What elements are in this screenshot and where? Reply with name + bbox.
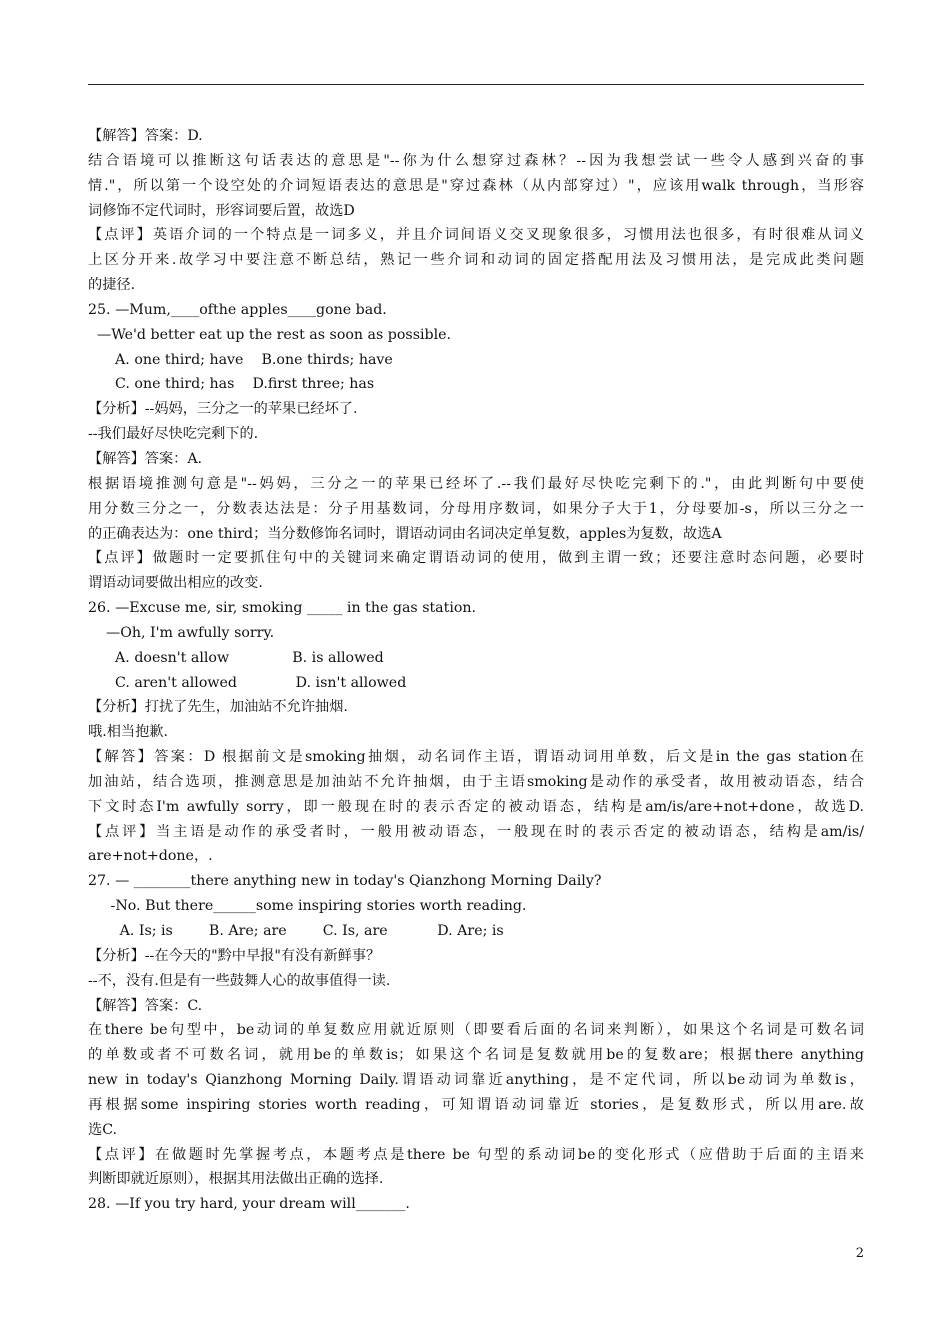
question-27: 27. — ________there anything new in today's Qianzhong Morning Daily? [88,873,602,890]
text-line: 【点评】做题时一定要抓住句中的关键词来确定谓语动词的使用，做到主谓一致；还要注意时态问题，必要时 [88,550,864,567]
text-line: new in today's Qianzhong Morning Daily.谓语动词靠近anything，是不定代词，所以be动词为单数is， [88,1072,864,1089]
text-line: are+not+done，. [88,848,213,865]
option-line: A. one third; have B.one thirds; have [88,351,393,368]
text-line: —We'd better eat up the rest as soon as possible. [88,326,452,343]
question-28: 28. —If you try hard, your dream will_______. [88,1196,410,1213]
text-line: -No. But there______some inspiring stories worth reading. [88,898,527,915]
text-line: 【点评】英语介词的一个特点是一词多义，并且介词间语义交叉现象很多，习惯用法也很多，有时很难从词义 [88,227,864,244]
text-line: 用分数三分之一，分数表达法是：分子用基数词，分母用序数词，如果分子大于1，分母要加-s，所以三分之一 [88,500,864,517]
text-line: 【分析】打扰了先生，加油站不允许抽烟. [88,699,348,716]
text-line: 【点评】在做题时先掌握考点，本题考点是there be 句型的系动词be的变化形式（应借助于后面的主语来 [88,1146,864,1163]
text-line: 【解答】答案：D. [88,128,203,144]
option-line: C. one third; has D.first three; has [88,376,375,393]
text-line: 【解答】答案：D 根据前文是smoking抽烟，动名词作主语，谓语动词用单数，后文是in the gas station在 [88,749,864,766]
text-line: 加油站，结合选项，推测意思是加油站不允许抽烟，由于主语smoking是动作的承受者，故用被动语态，结合 [88,773,864,790]
text-line: 的捷径. [88,277,136,294]
text-line: —Oh, I'm awfully sorry. [88,624,275,641]
option-line: A. doesn't allow B. is allowed [88,649,384,666]
text-line: 【解答】答案：A. [88,450,203,467]
text-line: 在there be句型中，be动词的单复数应用就近原则（即要看后面的名词来判断），如果这个名词是可数名词 [88,1022,864,1039]
text-line: 上区分开来.故学习中要注意不断总结，熟记一些介词和动词的固定搭配用法及习惯用法，是完成此类问题 [88,252,864,269]
text-line: 谓语动词要做出相应的改变. [88,575,263,592]
text-line: 再根据some inspiring stories worth reading，可知谓语动词靠近 stories，是复数形式，所以用are.故 [88,1096,864,1113]
page-number: 2 [855,1246,864,1261]
text-line: 结合语境可以推断这句话表达的意思是"--你为什么想穿过森林？--因为我想尝试一些令人感到兴奋的事 [88,152,864,169]
text-line: --我们最好尽快吃完剩下的. [88,426,259,443]
text-line: 情."，所以第一个设空处的介词短语表达的意思是"穿过森林（从内部穿过）"，应该用walk through，当形容 [88,177,864,194]
header-rule [88,84,864,85]
text-line: 的正确表达为：one third；当分数修饰名词时，谓语动词由名词决定单复数，apples为复数，故选A [88,525,722,542]
text-line: 哦.相当抱歉. [88,724,168,741]
option-line: A. Is; is B. Are; are C. Is, are D. Are; is [88,923,504,939]
text-line: 词修饰不定代词时，形容词要后置，故选D [88,202,355,219]
text-line: 【分析】--妈妈，三分之一的苹果已经坏了. [88,401,358,418]
option-line: C. aren't allowed D. isn't allowed [88,674,407,691]
text-line: 根据语境推测句意是"--妈妈，三分之一的苹果已经坏了.--我们最好尽快吃完剩下的."，由此判断句中要使 [88,475,864,492]
text-line: 【解答】答案：C. [88,997,203,1014]
question-25: 25. —Mum,____ofthe apples____gone bad. [88,301,387,318]
text-line: 判断即就近原则），根据其用法做出正确的选择. [88,1171,384,1188]
text-line: 的单数或者不可数名词，就用be的单数is；如果这个名词是复数就用be的复数are；根据there anything [88,1047,864,1064]
text-line: 【点评】当主语是动作的承受者时，一般用被动语态，一般现在时的表示否定的被动语态，结构是am/is/ [88,823,864,840]
text-line: --不，没有.但是有一些鼓舞人心的故事值得一读. [88,972,391,989]
question-26: 26. —Excuse me, sir, smoking _____ in the gas station. [88,600,477,617]
text-line: 选C. [88,1121,118,1138]
text-line: 下文时态I'm awfully sorry，即一般现在时的表示否定的被动语态，结构是am/is/are+not+done，故选D. [88,798,864,815]
document-body [88,124,864,1217]
text-line: 【分析】--在今天的"黔中早报"有没有新鲜事？ [88,947,381,964]
